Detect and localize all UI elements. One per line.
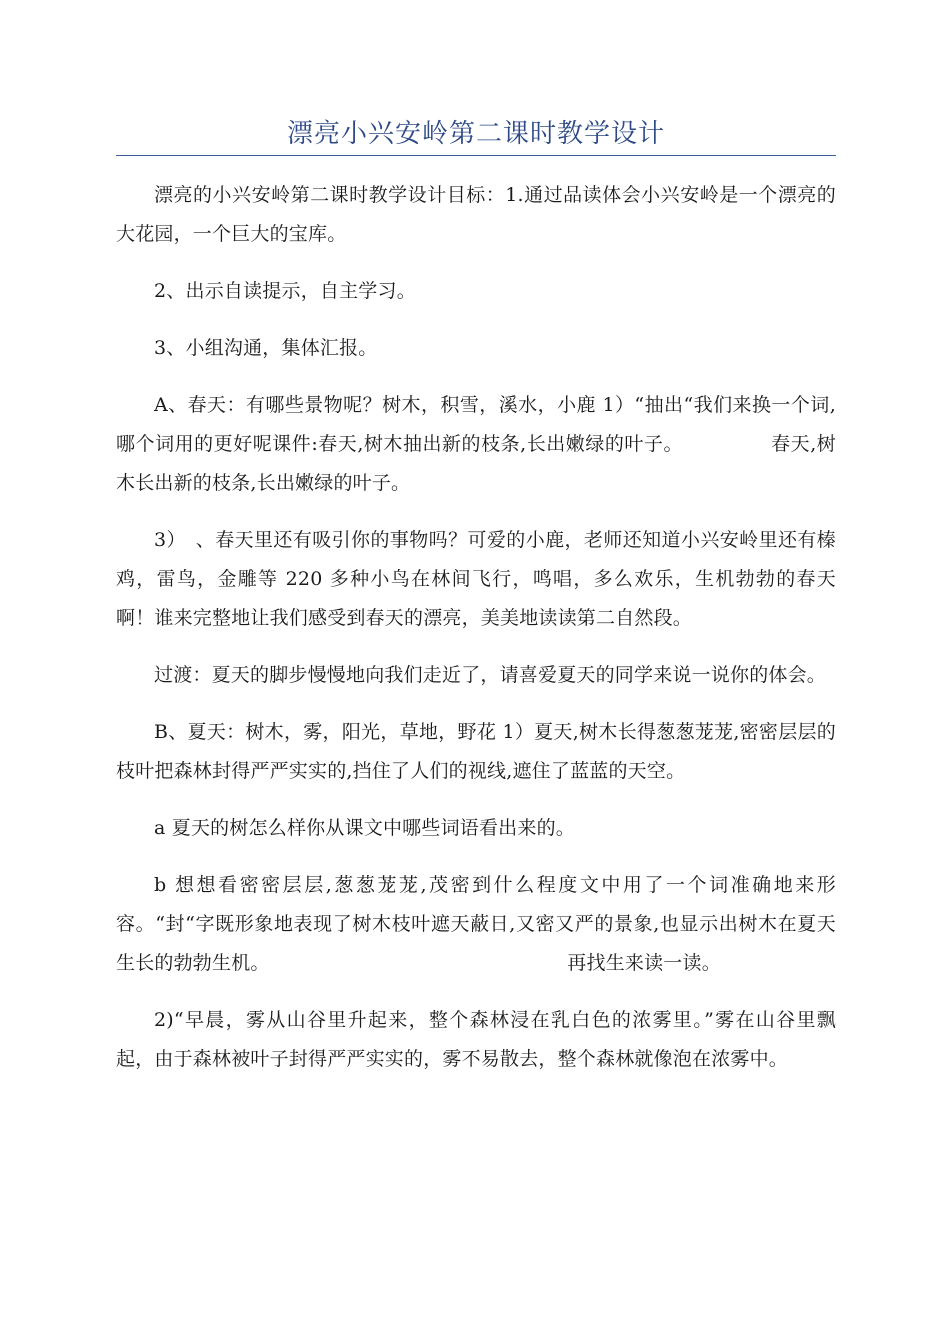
paragraph-objectives: 漂亮的小兴安岭第二课时教学设计目标：1.通过品读体会小兴安岭是一个漂亮的大花园，一个巨大的宝库。 (116, 184, 836, 245)
document-body (116, 176, 836, 1097)
paragraph-spring: A、春天：有哪些景物呢？树木，积雪，溪水，小鹿 1）“抽出“我们来换一个词,哪个词用的更好呢课件:春天,树木抽出新的枝条,长出嫩绿的叶子。 春天,树木长出新的枝条,长出嫩绿的叶子。 (116, 394, 836, 494)
paragraph-summer-fog: 2)“早晨，雾从山谷里升起来，整个森林浸在乳白色的浓雾里。”雾在山谷里飘起，由于森林被叶子封得严严实实的，雾不易散去，整个森林就像泡在浓雾中。 (116, 1009, 836, 1070)
document-page (116, 0, 836, 1344)
paragraph-summer-words: b 想想看密密层层,葱葱茏茏,茂密到什么程度文中用了一个词准确地来形容。“封“字既形象地表现了树木枝叶遮天蔽日,又密又严的景象,也显示出树木在夏天生长的勃勃生机。 再找生来读一读。 (116, 874, 836, 974)
paragraph-self-study: 2、出示自读提示，自主学习。 (154, 280, 416, 302)
paragraph-transition: 过渡：夏天的脚步慢慢地向我们走近了，请喜爱夏天的同学来说一说你的体会。 (154, 664, 827, 686)
paragraph-spring-animals: 3） 、春天里还有吸引你的事物吗？可爱的小鹿，老师还知道小兴安岭里还有榛鸡，雷鸟，金雕等 220 多种小鸟在林间飞行，鸣唱，多么欢乐，生机勃勃的春天啊！谁来完整地让我们感受到春天的漂亮，美美地读读第二自然段。 (116, 529, 836, 629)
document-title: 漂亮小兴安岭第二课时教学设计 (286, 119, 665, 149)
paragraph-group-report: 3、小组沟通，集体汇报。 (154, 337, 378, 359)
paragraph-summer-trees: a 夏天的树怎么样你从课文中哪些词语看出来的。 (154, 817, 575, 839)
title-underline (116, 155, 836, 156)
paragraph-summer: B、夏天：树木，雾，阳光，草地，野花 1）夏天,树木长得葱葱茏茏,密密层层的枝叶把森林封得严严实实的,挡住了人们的视线,遮住了蓝蓝的天空。 (116, 721, 836, 782)
